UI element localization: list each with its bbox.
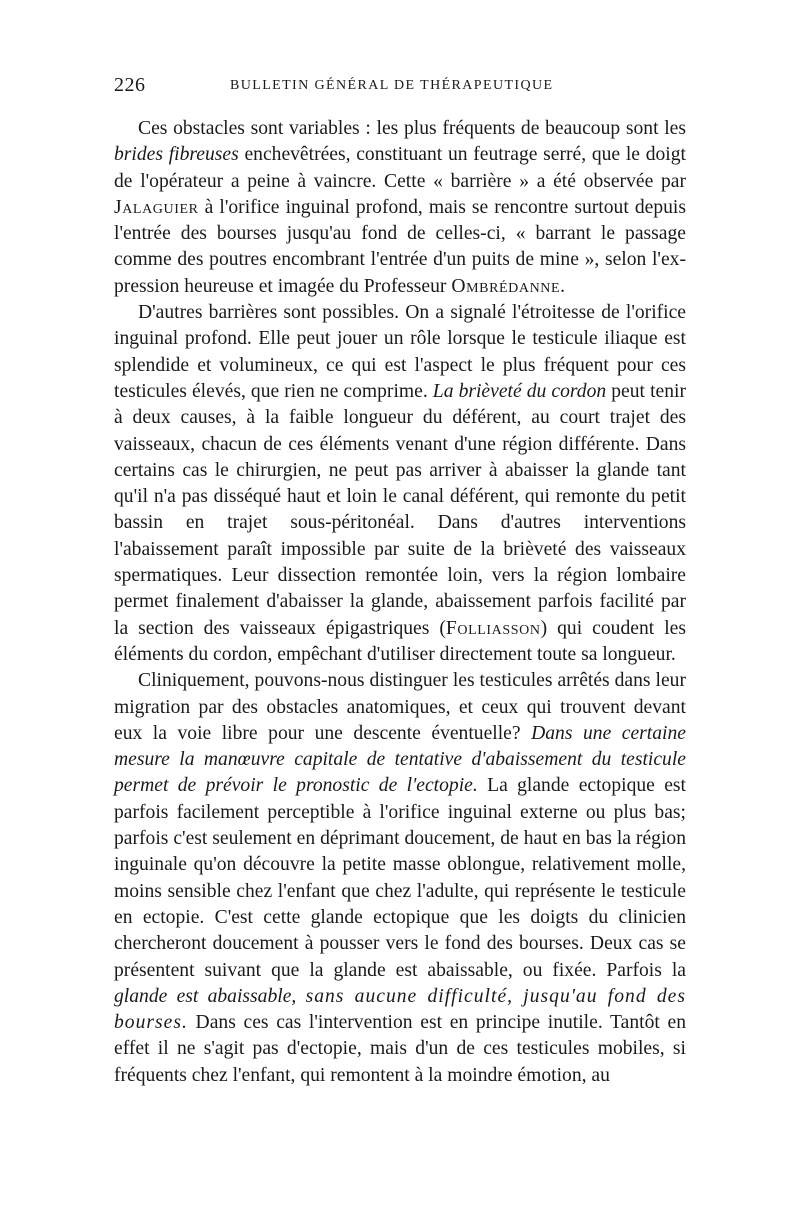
running-title: BULLETIN GÉNÉRAL DE THÉRAPEUTIQUE bbox=[230, 78, 554, 93]
author-name-jalaguier: Jalaguier bbox=[114, 196, 199, 218]
text-span: . bbox=[560, 275, 566, 297]
italic-phrase-abaissable: glande est abaissable, bbox=[114, 985, 297, 1007]
italic-term-brides: brides fibreuses bbox=[114, 144, 239, 166]
text-span: ) qui coudent les éléments du cordon, empêchant d'utiliser directement toute sa longueur. bbox=[114, 617, 686, 665]
text-span bbox=[296, 986, 305, 1007]
body-text bbox=[114, 116, 686, 1089]
text-span: Ces obstacles sont variables : les plus fréquents de beaucoup sont les bbox=[138, 118, 686, 139]
text-span: enchevêtrées, constituant un feutrage serré, que le doigt de l'opérateur a peine à vaincre. Cette « barrière » a été observée par bbox=[114, 144, 686, 192]
paragraph-barrieres bbox=[114, 300, 686, 668]
italic-term-brievete: La brièveté du cordon bbox=[432, 380, 607, 402]
italic-sentence-manoeuvre: Dans une certaine mesure la manœuvre capitale de tentative d'abaissement du testicule permet de prévoir le pronostic de l'ectopie. bbox=[114, 722, 686, 797]
author-name-folliasson: Folliasson bbox=[445, 617, 541, 639]
text-span: D'autres barrières sont possibles. On a signalé l'étroitesse de l'orifice inguinal profond. Elle peut jouer un rôle lorsque le testicule iliaque est splendide et volumineux, ce qui est l'aspect le plus fréquent pour ces testicules élevés, que rien ne comprime. bbox=[114, 302, 686, 402]
text-span: à l'orifice inguinal profond, mais se rencontre surtout depuis l'entrée des bourses jusqu'au fond de celles-ci, « barrant le passage comme des poutres encombrant l'entrée d'un puits de mine », selon l'expression heureuse et imagée du Professeur bbox=[114, 196, 686, 297]
text-span: La glande ectopique est parfois facilement perceptible à l'orifice inguinal externe ou plus bas; parfois c'est seulement en déprimant doucement, de haut en bas la région inguinale qu'on découvre la petite masse oblongue, relativement molle, moins sensible chez l'enfant que chez l'adulte, qui représente le testicule en ectopie. C'est cette glande ectopique que les doigts du clinicien chercheront doucement à pousser vers le fond des bourses. Deux cas se présentent suivant que la glande est abaissable, ou fixée. Parfois la bbox=[114, 775, 686, 981]
paragraph-cliniquement bbox=[114, 668, 686, 1089]
text-span: Cliniquement, pouvons-nous distinguer les testicules arrêtés dans leur migration par des obstacles anatomiques, et ceux qui trouvent devant eux la voie libre pour une descente éventuelle? bbox=[114, 670, 686, 744]
paragraph-obstacles bbox=[114, 116, 686, 300]
page-header bbox=[114, 74, 686, 98]
author-name-ombredanne: Ombrédanne bbox=[451, 275, 561, 297]
text-span: peut tenir à deux causes, à la faible longueur du déférent, au court trajet des vaisseaux, chacun de ces éléments venant d'une région différente. Dans certains cas le chirurgien, ne peut pas arriver à abaisser la glande tant qu'il n'a pas disséqué haut et loin le canal déférent, qui remonte du petit bassin en trajet sous-péritonéal. Dans d'autres interventions l'abaissement paraît impossible par suite de la brièveté des vaisseaux spermatiques. Leur dissection remontée loin, vers la région lombaire permet finalement d'abaisser la glande, abaissement parfois facilité par la section des vaisseaux épigastriques ( bbox=[114, 380, 686, 639]
italic-phrase-sans-difficulte: sans aucune difficulté, jusqu'au fond des bourses. bbox=[114, 985, 686, 1034]
page-number: 226 bbox=[114, 74, 146, 96]
text-span: Dans ces cas l'intervention est en principe inutile. Tantôt en effet il ne s'agit pas d'ectopie, mais d'un de ces testicules mobiles, si fréquents chez l'enfant, qui remontent à la moindre émotion, au bbox=[114, 1012, 686, 1086]
